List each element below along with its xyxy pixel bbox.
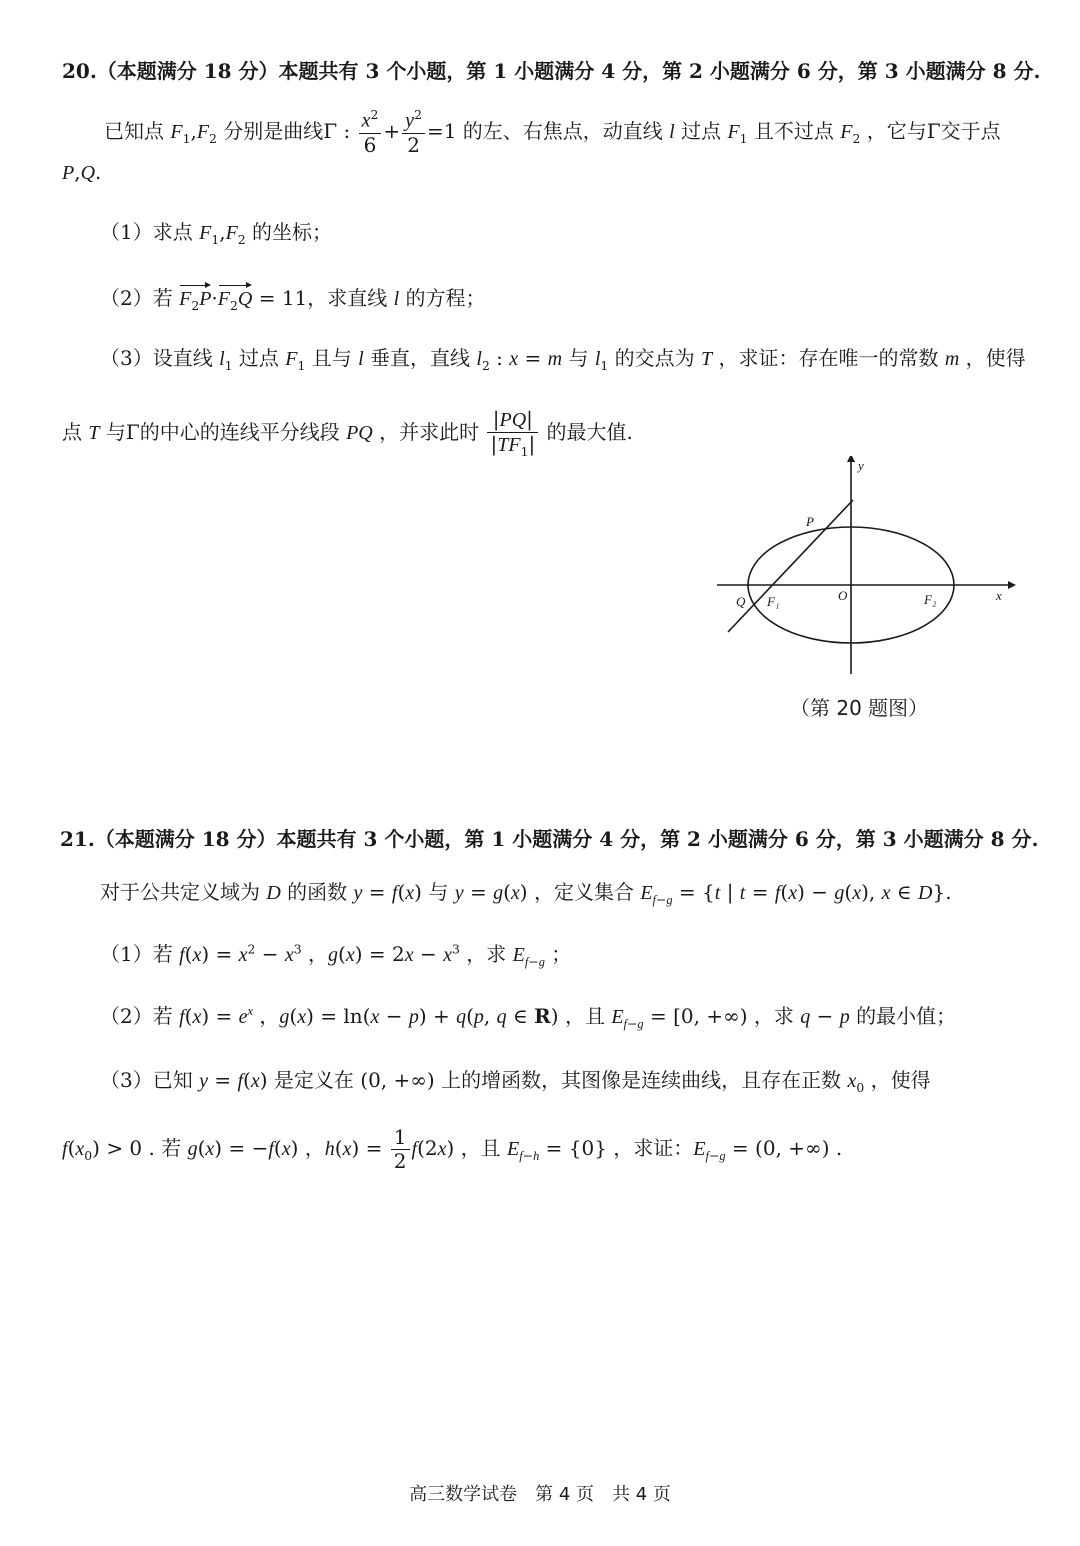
x-axis-arrow-icon	[1008, 581, 1016, 589]
q21-part2-text: ，且	[558, 1004, 612, 1028]
q20-part3-text: 的交点为	[608, 346, 701, 370]
q21-stem-end: .	[945, 880, 952, 904]
q21-part3-line2: $f(x_0) > 0$ . 若 g(x) = −f(x) ，h(x) = $\frac{1}{2}$ f(2x) ，且 $E_{f-h} = \{0\}$ ，求证：$E_{f-g} = (0$, +∞) .	[62, 1125, 843, 1173]
q21-part1-label: （1）若	[100, 942, 180, 966]
q21-part2-text: ，	[253, 1004, 280, 1028]
q21-part3-line1: （3）已知 y = f(x) 是定义在 (0, +∞) 上的增函数，其图像是连续曲线，且存在正数 $x_0$ ，使得	[100, 1068, 931, 1095]
label-x: x	[996, 588, 1002, 603]
q21-part3-label: （3）已知	[100, 1068, 200, 1092]
q20-header: 20.（本题满分 18 分）本题共有 3 个小题，第 1 小题满分 4 分，第 2 小题满分 6 分，第 3 小题满分 8 分.	[62, 59, 1041, 83]
y-axis-arrow-icon	[847, 456, 855, 462]
fraction-x2-over-6: $\frac{x^2}{6}$	[359, 108, 382, 157]
fraction-PQ-over-TF1: $\frac{|PQ|}{|TF_1|}$	[487, 408, 538, 459]
q21-part1-text: ，	[301, 942, 329, 966]
q20-part3-text: 垂直，直线	[363, 346, 477, 370]
q20-part3-text: ，求证：存在唯一的常数	[712, 346, 945, 370]
q21-part3-text: 是定义在	[267, 1068, 361, 1092]
q21-stem-text: 对于公共定义域为	[100, 880, 267, 904]
q21-part1: （1）若 $f(x) = x^2 - x^3$ ，$g(x) = 2x - x^3$ ，求 $E_{f-g}$ ；	[100, 941, 572, 969]
q21-part3-text: ，且	[454, 1136, 508, 1160]
q20-part3-text: 且与	[305, 346, 359, 370]
q20-part3-text: ，并求此时	[372, 420, 486, 445]
label-O: O	[838, 588, 848, 603]
page-footer: 高三数学试卷 第 4 页 共 4 页	[409, 1484, 671, 1505]
q20-part2-eq: = 11，求直线	[252, 286, 394, 310]
q20-part3-text: 过点	[232, 346, 286, 370]
q20-part3-label: （3）设直线	[100, 346, 220, 370]
q21-stem-text: 的函数	[280, 880, 354, 904]
q21-stem-text: 与	[421, 880, 455, 904]
q20-part2: （2）若 $F_2P\cdot F_2Q = 11$，求直线 l 的方程；	[100, 286, 486, 313]
figure-caption: （第 20 题图）	[790, 696, 929, 720]
q20-stem-text: 且不过点	[747, 118, 841, 143]
q20-stem-text: 已知点	[104, 118, 171, 143]
q20-part3-text: 点	[62, 420, 89, 445]
q21-part2-label: （2）若	[100, 1004, 180, 1028]
q20-stem-line2: P,Q.	[62, 160, 102, 184]
q21-part3-text: 上的增函数，其图像是连续曲线，且存在正数	[434, 1068, 848, 1092]
fraction-one-half: $\frac{1}{2}$	[391, 1126, 410, 1173]
q21-header: 21.（本题满分 18 分）本题共有 3 个小题，第 1 小题满分 4 分，第 2 小题满分 6 分，第 3 小题满分 8 分.	[60, 827, 1039, 851]
q20-part3-line1: （3）设直线 $l_1$ 过点 $F_1$ 且与 l 垂直，直线 $l_2$ : x = m 与 $l_1$ 的交点为 T ，求证：存在唯一的常数 m ，使得	[100, 346, 1026, 373]
label-y: y	[858, 458, 864, 473]
q21-part3-text: ，求证：	[606, 1136, 694, 1160]
q21-part3-text: ，	[298, 1136, 325, 1160]
q20-part1-text: 的坐标；	[245, 220, 333, 244]
label-F2: F₂	[924, 592, 937, 607]
fraction-y2-over-2: $\frac{y^2}{2}$	[402, 108, 425, 157]
q21-stem-text: ，定义集合	[527, 880, 641, 904]
q20-part2-label: （2）若	[100, 286, 180, 310]
q20-stem-text: 的左、右焦点，动直线	[456, 118, 670, 143]
q20-figure	[712, 456, 1022, 680]
vector-F2Q: $F_2Q$	[218, 284, 253, 313]
vector-F2P: $F_2P$	[179, 284, 211, 313]
q20-part3-text: ，使得	[959, 346, 1026, 370]
q20-part3-line2: 点 T 与Γ的中心的连线平分线段 PQ ，并求此时 $\frac{|PQ|}{|TF_1|}$ 的最大值.	[62, 407, 633, 459]
q21-part3-text: . 若	[142, 1136, 188, 1160]
q20-stem-line1: 已知点 $F_1,F_2$ 分别是曲线Γ : $\frac{x^2}{6}$ + $\frac{y^2}{2}$ =1 的左、右焦点，动直线 l 过点 $F_1$ 且不过点 $F_2$ ，它与Γ交于点	[104, 107, 1001, 157]
q21-part3-text: .	[829, 1136, 843, 1160]
q20-part1-label: （1）求点	[100, 220, 200, 244]
q21-part1-text: ；	[544, 942, 572, 966]
label-P: P	[806, 514, 814, 529]
q21-part2: （2）若 $f(x) = e^x$ ，g(x) = ln(x − p) + q(p, q ∈ R) ，且 $E_{f-g} = [0$, +∞) ，求 q − p 的最小值；	[100, 1004, 957, 1031]
q21-part2-text: 的最小值；	[849, 1004, 957, 1028]
q20-stem-text: 过点	[674, 118, 728, 143]
line-l	[728, 500, 853, 632]
q20-stem-end: .	[95, 160, 102, 184]
q20-part3-text: 与	[562, 346, 595, 370]
q21-part1-text: ，求	[459, 942, 513, 966]
q20-part1: （1）求点 $F_1,F_2$ 的坐标；	[100, 220, 333, 247]
q21-stem: 对于公共定义域为 D 的函数 y = f(x) 与 y = g(x) ，定义集合 $E_{f-g} = \{t$ | t = f(x) − g(x), x ∈ D}.	[100, 880, 952, 907]
q20-part3-text: 与Γ的中心的连线平分线段	[99, 420, 347, 445]
q20-stem-text: ，它与Γ交于点	[860, 118, 1001, 143]
q21-part3-text: ，使得	[864, 1068, 931, 1092]
q20-part3-text: 的最大值.	[540, 420, 633, 445]
label-F1: F₁	[767, 594, 780, 609]
q20-part2-text: 的方程；	[399, 286, 486, 310]
q20-stem-text: 分别是曲线Γ :	[216, 118, 357, 143]
q21-part2-text: ，求	[747, 1004, 801, 1028]
label-Q: Q	[736, 594, 746, 609]
